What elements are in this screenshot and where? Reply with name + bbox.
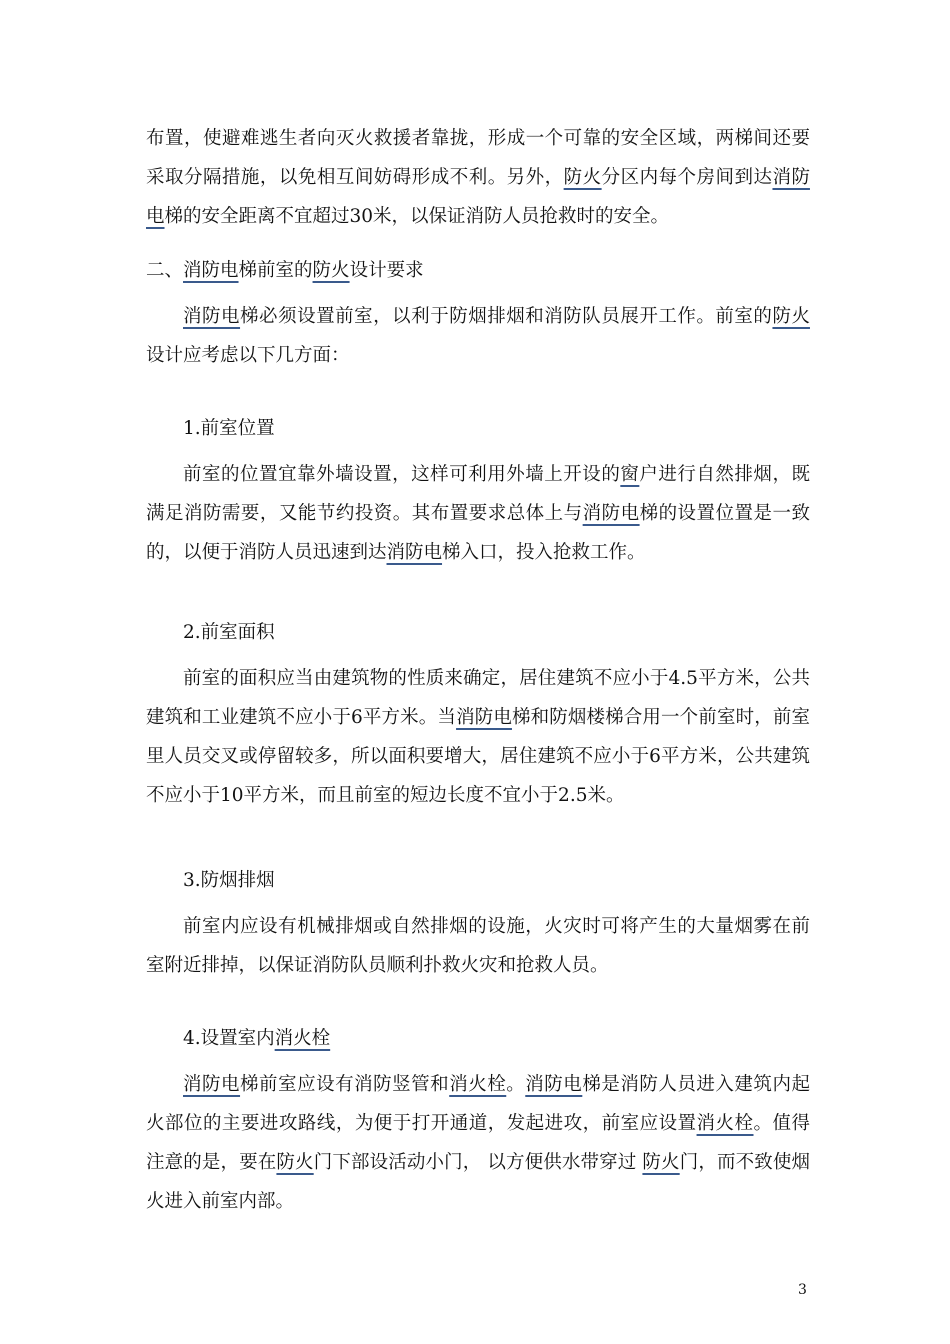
hyperlink-term[interactable]: 消防电	[386, 542, 443, 563]
text-segment: 布置，使避难逃生者向灭火救援者靠拢，形成一个可靠的安全区域，两梯间还要采取分隔措施，以免相互间妨碍形成不利。另外，	[146, 128, 810, 188]
paragraph-fire-hydrant	[146, 1065, 810, 1221]
text-segment: 设计应考虑以下几方面：	[146, 345, 350, 366]
text-segment: 分区内每个房间到达	[601, 167, 773, 188]
hyperlink-term[interactable]: 消防电	[146, 167, 810, 227]
hyperlink-term[interactable]: 防火	[772, 306, 810, 327]
text-segment: 门下部设活动小门， 以方便供水带穿过	[313, 1152, 643, 1173]
text-segment: 前室的面积应当由建筑物的性质来确定，居住建筑不应小于4.5平方米，公共建筑和工业建筑不应小于6平方米。当	[146, 668, 810, 728]
hyperlink-term[interactable]: 防火	[312, 260, 350, 281]
hyperlink-term[interactable]: 消防电	[525, 1074, 583, 1095]
text-segment: 前室内应设有机械排烟或自然排烟的设施，火灾时可将产生的大量烟雾在前室附近排掉，以保证消防队员顺利扑救火灾和抢救人员。	[146, 916, 810, 976]
subheading-front-room-position	[183, 409, 275, 448]
subheading-front-room-area	[183, 613, 275, 652]
paragraph-front-room-position	[146, 455, 810, 572]
hyperlink-term[interactable]: 防火	[563, 167, 602, 188]
text-segment: 二、	[146, 260, 184, 281]
hyperlink-term[interactable]: 消防电	[456, 707, 512, 728]
text-segment: 户进行自然排烟，既满足消防需要，又能节约投资。其布置要求总体上与	[146, 464, 810, 524]
hyperlink-term[interactable]: 消防电	[183, 260, 239, 281]
text-segment: 1.前室位置	[183, 418, 275, 439]
text-segment: 前室的位置宜靠外墙设置，这样可利用外墙上开设的	[183, 464, 621, 485]
text-segment: 梯入口，投入抢救工作。	[442, 542, 646, 563]
text-segment: 梯是消防人员进入建筑内起火部位的主要进攻路线，为便于打开通道，发起进攻，前室应设置	[146, 1074, 810, 1134]
text-segment: 梯的安全距离不宜超过30米，以保证消防人员抢救时的安全。	[164, 206, 670, 227]
paragraph-evacuation-layout	[146, 119, 810, 236]
subheading-fire-hydrant	[183, 1019, 330, 1058]
hyperlink-term[interactable]: 防火	[642, 1152, 680, 1173]
text-segment: 梯前室的	[238, 260, 313, 281]
hyperlink-term[interactable]: 消火栓	[274, 1028, 331, 1049]
subheading-smoke-control	[183, 861, 275, 900]
paragraph-smoke-control	[146, 907, 810, 985]
text-segment: 门，而不致使烟火进入前室内部。	[146, 1152, 810, 1212]
text-segment: 梯的设置位置是一致的，以便于消防人员迅速到达	[146, 503, 810, 563]
text-segment: 梯必须设置前室，以利于防烟排烟和消防队员展开工作。前室的	[240, 306, 773, 327]
paragraph-front-room-area	[146, 659, 810, 815]
text-segment: 梯和防烟楼梯合用一个前室时，前室里人员交叉或停留较多，所以面积要增大，居住建筑不应小于6平方米，公共建筑不应小于10平方米，而且前室的短边长度不宜小于2.5米。	[146, 707, 810, 806]
text-segment: 3.防烟排烟	[183, 870, 275, 891]
paragraph-front-room-intro	[146, 297, 810, 375]
hyperlink-term[interactable]: 消火栓	[449, 1074, 507, 1095]
text-segment: 4.设置室内	[183, 1028, 275, 1049]
hyperlink-term[interactable]: 消火栓	[696, 1113, 754, 1134]
hyperlink-term[interactable]: 消防电	[183, 306, 241, 327]
hyperlink-term[interactable]: 消防电	[582, 503, 640, 524]
section-heading-front-room	[146, 251, 424, 290]
hyperlink-term[interactable]: 防火	[276, 1152, 314, 1173]
hyperlink-term[interactable]: 窗	[620, 464, 640, 485]
text-segment: 设计要求	[349, 260, 424, 281]
text-segment: 2.前室面积	[183, 622, 275, 643]
hyperlink-term[interactable]: 消防电	[183, 1074, 241, 1095]
text-segment: 。值得注意的是，要在	[146, 1113, 810, 1173]
text-segment: 梯前室应设有消防竖管和	[240, 1074, 450, 1095]
text-segment: 。	[506, 1074, 526, 1095]
page-number: 3	[798, 1282, 807, 1298]
